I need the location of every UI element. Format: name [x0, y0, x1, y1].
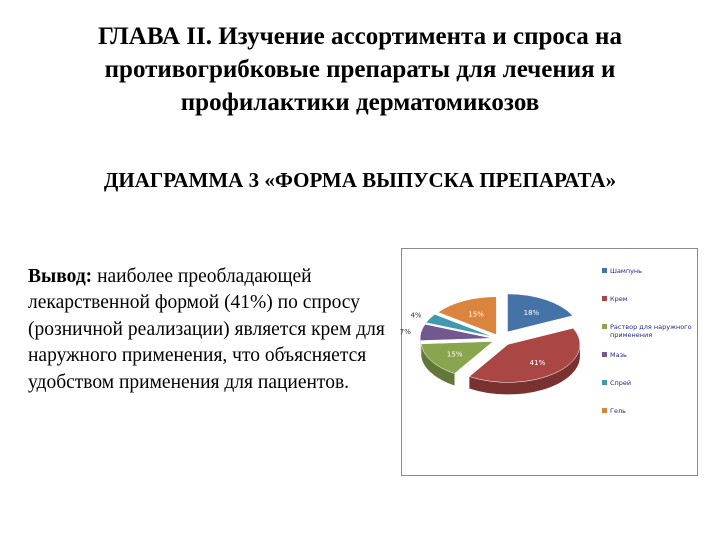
legend-label-шампунь: Шампунь: [610, 267, 643, 275]
legend: [602, 267, 692, 415]
legend-label-мазь: Мазь: [610, 351, 627, 359]
data-label-мазь: 7%: [399, 327, 411, 336]
pie-chart: [401, 248, 698, 476]
data-label-спрей: 4%: [410, 311, 422, 320]
legend-swatch-спрей: [602, 380, 607, 385]
legend-label-крем: Крем: [610, 295, 628, 303]
conclusion-text: [28, 264, 388, 396]
pie-slice-шампунь: [508, 294, 573, 332]
slide-title: ГЛАВА II. Изучение ассортимента и спроса на противогрибковые препараты для лечения и профилактики дерматомикозов: [98, 23, 622, 116]
legend-swatch-шампунь: [602, 268, 607, 273]
conclusion-body: наиболее преобладающей лекарственной формой (41%) по спросу (розничной реализации) является крем для наружного применения, что объясняется удобством применения для пациентов.: [28, 266, 385, 393]
conclusion-label: Вывод:: [28, 266, 93, 287]
legend-label-гель: Гель: [610, 407, 626, 415]
data-label-раствор-для-наружного-применения: 15%: [446, 350, 463, 359]
legend-swatch-раствор-для-наружного-применения: [602, 324, 607, 329]
legend-label-спрей: Спрей: [610, 379, 632, 387]
chart-heading: ДИАГРАММА 3 «ФОРМА ВЫПУСКА ПРЕПАРАТА»: [103, 168, 617, 192]
legend-label-раствор-для-наружного-применения: Раствор для наружного применения: [610, 323, 692, 339]
data-label-гель: 15%: [468, 310, 484, 319]
legend-swatch-гель: [602, 408, 607, 413]
data-label-крем: 41%: [529, 359, 546, 368]
legend-swatch-мазь: [602, 352, 607, 357]
pie-chart-svg: [399, 249, 697, 475]
legend-swatch-крем: [602, 296, 607, 301]
data-label-шампунь: 18%: [523, 309, 540, 318]
